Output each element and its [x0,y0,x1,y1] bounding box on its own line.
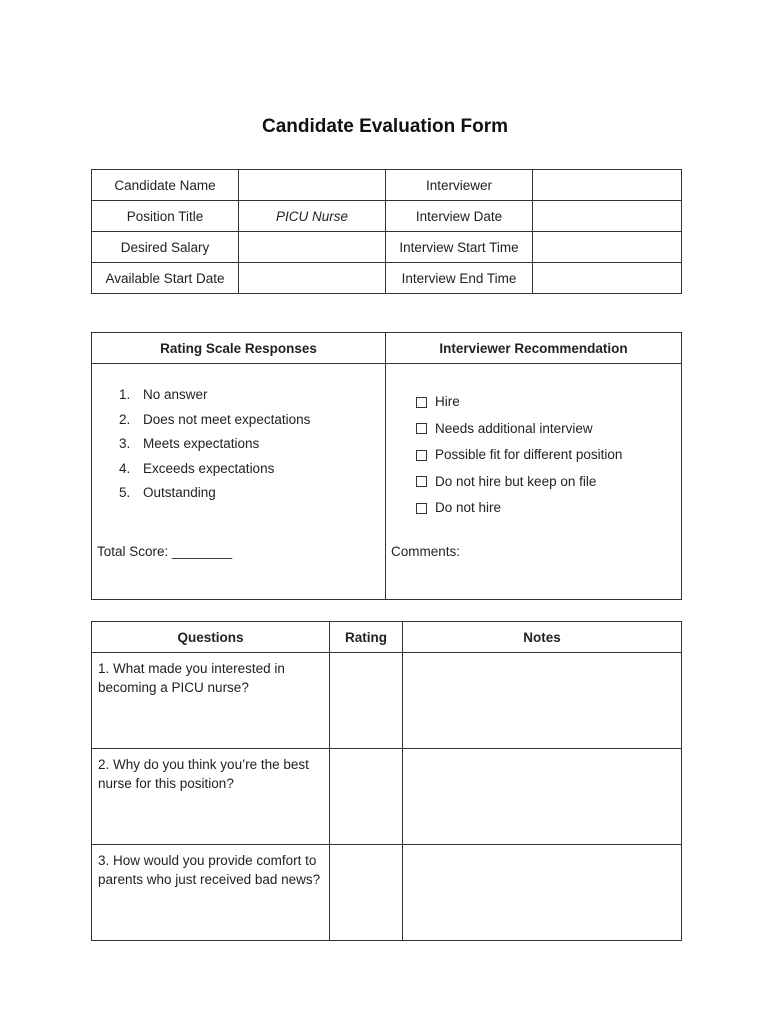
list-item-number: 2. [119,411,131,427]
rating-scale-list [119,387,310,510]
recommendation-option-additional-interview[interactable] [416,416,622,443]
rating-recommendation-table [91,332,682,600]
table-row [92,201,682,232]
list-item-number: 1. [119,387,131,402]
recommendation-header: Interviewer Recommendation [386,333,682,364]
recommendation-options [416,389,622,522]
option-label: Do not hire [435,500,502,516]
question-rating-field[interactable] [330,653,403,749]
option-label: Needs additional interview [435,420,593,436]
question-text: 3. How would you provide comfort to parents who just received bad news? [92,845,330,941]
interview-end-time-field[interactable] [533,263,682,294]
desired-salary-label: Desired Salary [92,232,239,263]
recommendation-cell [386,364,682,600]
list-item-number: 4. [119,460,131,476]
recommendation-option-do-not-hire[interactable] [416,495,622,522]
question-notes-field[interactable] [403,653,682,749]
recommendation-option-different-position[interactable] [416,442,622,469]
table-row [92,653,682,749]
questions-table [91,621,682,941]
option-label: Do not hire but keep on file [435,473,597,489]
option-label: Hire [435,394,460,410]
table-row [92,263,682,294]
list-item [119,436,310,461]
form-title: Candidate Evaluation Form [262,116,508,137]
list-item-label: Outstanding [143,485,216,500]
interview-start-time-label: Interview Start Time [386,232,533,263]
table-header-row [92,333,682,364]
interview-date-label: Interview Date [386,201,533,232]
checkbox[interactable] [416,503,427,514]
table-row [92,170,682,201]
interview-start-time-field[interactable] [533,232,682,263]
list-item [119,412,310,437]
list-item-number: 3. [119,436,131,451]
available-start-date-field[interactable] [239,263,386,294]
checkbox[interactable] [416,476,427,487]
candidate-info-table [91,169,682,294]
position-title-field[interactable]: PICU Nurse [239,201,386,232]
table-header-row [92,622,682,653]
option-label: Possible fit for different position [435,447,623,463]
rating-header: Rating [330,622,403,653]
question-rating-field[interactable] [330,845,403,941]
questions-header: Questions [92,622,330,653]
list-item [119,461,310,486]
available-start-date-label: Available Start Date [92,263,239,294]
question-text: 2. Why do you think you’re the best nurse for this position? [92,749,330,845]
list-item-label: Meets expectations [143,436,260,451]
comments-label: Comments: [391,544,461,559]
rating-scale-header: Rating Scale Responses [92,333,386,364]
table-row [92,845,682,941]
desired-salary-field[interactable] [239,232,386,263]
question-text: 1. What made you interested in becoming a PICU nurse? [92,653,330,749]
list-item [119,485,310,510]
interviewer-field[interactable] [533,170,682,201]
question-notes-field[interactable] [403,749,682,845]
checkbox[interactable] [416,423,427,434]
notes-header: Notes [403,622,682,653]
question-rating-field[interactable] [330,749,403,845]
list-item [119,387,310,412]
table-row [92,364,682,600]
position-title-label: Position Title [92,201,239,232]
table-row [92,749,682,845]
total-score-field[interactable]: Total Score: ________ [97,544,233,559]
interview-date-field[interactable] [533,201,682,232]
recommendation-option-keep-on-file[interactable] [416,469,622,496]
interviewer-label: Interviewer [386,170,533,201]
checkbox[interactable] [416,397,427,408]
list-item-label: Does not meet expectations [143,411,311,427]
rating-scale-cell [92,364,386,600]
list-item-number: 5. [119,485,131,500]
list-item-label: No answer [143,387,208,402]
list-item-label: Exceeds expectations [143,460,275,476]
interview-end-time-label: Interview End Time [386,263,533,294]
candidate-name-label: Candidate Name [92,170,239,201]
table-row [92,232,682,263]
question-notes-field[interactable] [403,845,682,941]
checkbox[interactable] [416,450,427,461]
candidate-name-field[interactable] [239,170,386,201]
recommendation-option-hire[interactable] [416,389,622,416]
